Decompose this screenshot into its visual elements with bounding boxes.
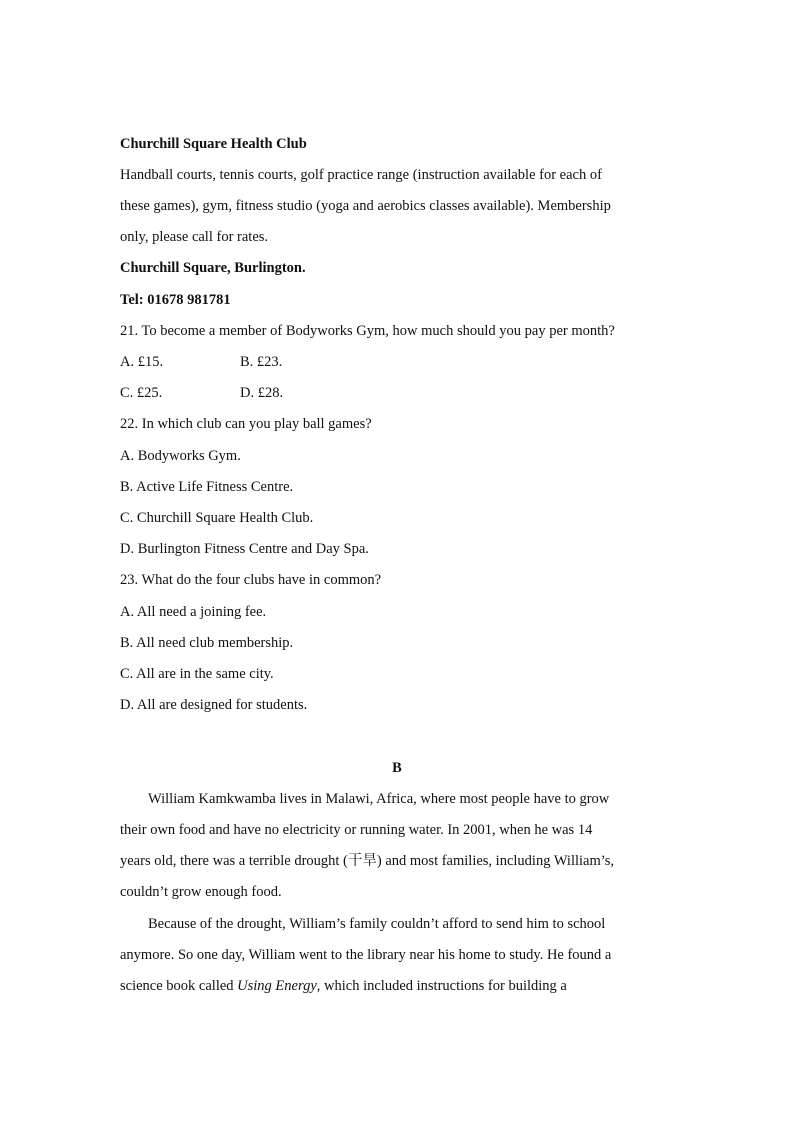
club-name: Churchill Square Health Club: [120, 136, 307, 152]
paragraph-1-line-3: years old, there was a terrible drought (干旱) and most families, including William’s,: [120, 853, 615, 869]
paragraph-2-line-3: [120, 976, 567, 996]
club-description-line-3: only, please call for rates.: [120, 229, 269, 245]
paragraph-1-line-2: their own food and have no electricity or running water. In 2001, when he was 14: [120, 822, 593, 838]
club-description-line-2: these games), gym, fitness studio (yoga and aerobics classes available). Membership: [120, 198, 611, 214]
question-22-option-b: B. Active Life Fitness Centre.: [120, 479, 294, 495]
section-heading: B: [392, 760, 402, 776]
question-21-option-d: D. £28.: [240, 385, 284, 401]
paragraph-1-line-4: couldn’t grow enough food.: [120, 884, 282, 900]
question-23: 23. What do the four clubs have in common?: [120, 572, 382, 588]
club-address: Churchill Square, Burlington.: [120, 260, 306, 276]
question-21-option-c: C. £25.: [120, 385, 163, 401]
paragraph-1-line-1: William Kamkwamba lives in Malawi, Africa, where most people have to grow: [148, 791, 610, 807]
question-23-option-d: D. All are designed for students.: [120, 697, 308, 713]
club-description-line-1: Handball courts, tennis courts, golf practice range (instruction available for each of: [120, 167, 602, 183]
question-21: 21. To become a member of Bodyworks Gym, how much should you pay per month?: [120, 323, 615, 339]
paragraph-2-line-2: anymore. So one day, William went to the library near his home to study. He found a: [120, 947, 612, 963]
paragraph-2-line-3-start: science book called: [120, 978, 238, 994]
question-21-option-b: B. £23.: [240, 354, 283, 370]
question-23-option-c: C. All are in the same city.: [120, 666, 274, 682]
paragraph-2-line-3-end: , which included instructions for building a: [316, 978, 567, 994]
book-title: Using Energy: [237, 978, 317, 994]
question-22-option-a: A. Bodyworks Gym.: [120, 448, 241, 464]
paragraph-2-line-1: Because of the drought, William’s family couldn’t afford to send him to school: [148, 916, 606, 932]
question-22-option-d: D. Burlington Fitness Centre and Day Spa.: [120, 541, 369, 557]
question-21-option-a: A. £15.: [120, 354, 164, 370]
question-22-option-c: C. Churchill Square Health Club.: [120, 510, 314, 526]
question-22: 22. In which club can you play ball games?: [120, 416, 372, 432]
question-23-option-a: A. All need a joining fee.: [120, 604, 267, 620]
question-23-option-b: B. All need club membership.: [120, 635, 294, 651]
club-telephone: Tel: 01678 981781: [120, 292, 231, 308]
